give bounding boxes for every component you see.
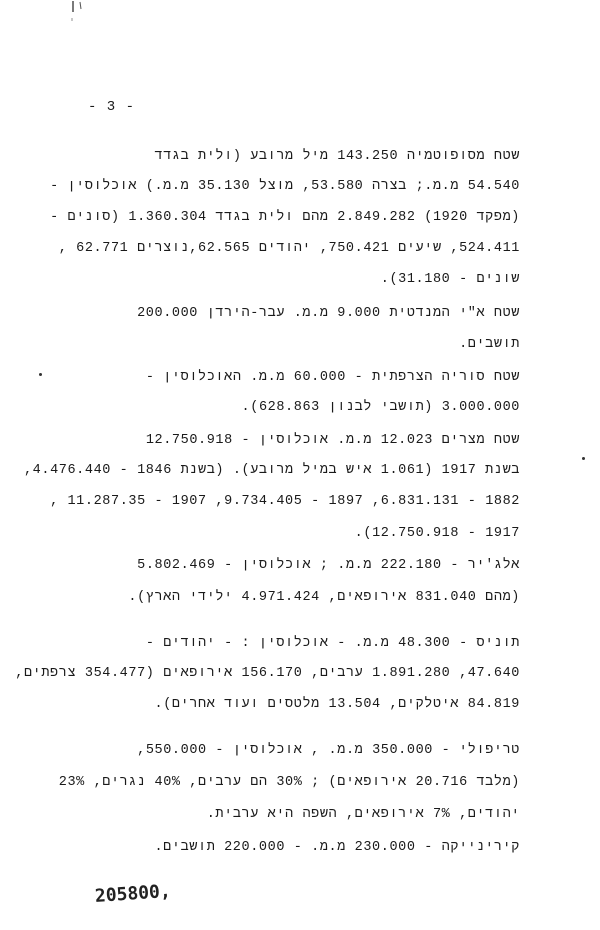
- speck-mark: [39, 373, 42, 376]
- text-line: שטח א"י המנדטית 9.000 מ.מ. עבר-הירדן 200.000: [137, 306, 520, 321]
- text-line: קירינייקה - 230.000 מ.מ. - 220.000 תושבים.: [154, 840, 520, 855]
- text-line: שטח סוריה הצרפתית - 60.000 מ.מ. האוכלוסין -: [145, 370, 520, 385]
- text-line: בשנת 1917 (1.061 איש במיל מרובע). (בשנת 1846 - 4.476.440,: [23, 463, 520, 478]
- text-line: 524.411, שיעים 750.421, יהודים 62.565,נוצרים 62.771 ,: [58, 241, 520, 256]
- text-line: שטח מסופוטמיה 143.250 מיל מרובע (ולית בגדד: [154, 149, 520, 164]
- speck-mark: [582, 457, 585, 460]
- pen-mark-icon: [66, 0, 96, 22]
- text-line: טריפולי - 350.000 מ.מ. , אוכלוסין - 550.000,: [137, 743, 520, 758]
- text-line: (מהם 831.040 אירופאים, 4.971.424 ילידי הארץ).: [128, 590, 520, 605]
- text-line: 3.000.000 (תושבי לבנון 628.863).: [241, 400, 520, 415]
- text-line: אלג'יר - 222.180 מ.מ. ; אוכלוסין - 5.802.469: [137, 558, 520, 573]
- page-number: - 3 -: [88, 99, 136, 115]
- text-line: שונים - 31.180).: [380, 272, 520, 287]
- text-line: תוניס - 48.300 מ.מ. - אוכלוסין : - יהודים -: [145, 636, 520, 651]
- text-line: 1882 - 6.831.131, 1897 - 9.734.405, 1907 - 11.287.35 ,: [50, 494, 520, 509]
- text-line: שטח מצרים 12.023 מ.מ. אוכלוסין - 12.750.918: [145, 433, 520, 448]
- text-line: 1917 - 12.750.918).: [354, 526, 520, 541]
- text-line: 54.540 מ.מ.; בצרה 53.580, מוצל 35.130 מ.מ.) אוכלוסין -: [50, 179, 520, 194]
- stamped-number: 205800‚: [94, 880, 172, 907]
- text-line: 47.640, 1.891.280 ערבים, 156.170 אירופאים (354.477 צרפתים,: [15, 666, 520, 681]
- text-line: (מפקד 1920) 2.849.282 מהם ולית בגדד 1.360.304 (סונים -: [50, 210, 520, 225]
- text-line: תושבים.: [459, 337, 520, 352]
- text-line: יהודים, 7% אירופאים, השפה היא ערבית.: [206, 807, 520, 822]
- text-line: 84.819 איטלקים, 13.504 מלטסים ועוד אחרים).: [154, 697, 520, 712]
- text-line: (מלבד 20.716 אירופאים) ; 30% הם ערבים, 40% נגרים, 23%: [58, 775, 520, 790]
